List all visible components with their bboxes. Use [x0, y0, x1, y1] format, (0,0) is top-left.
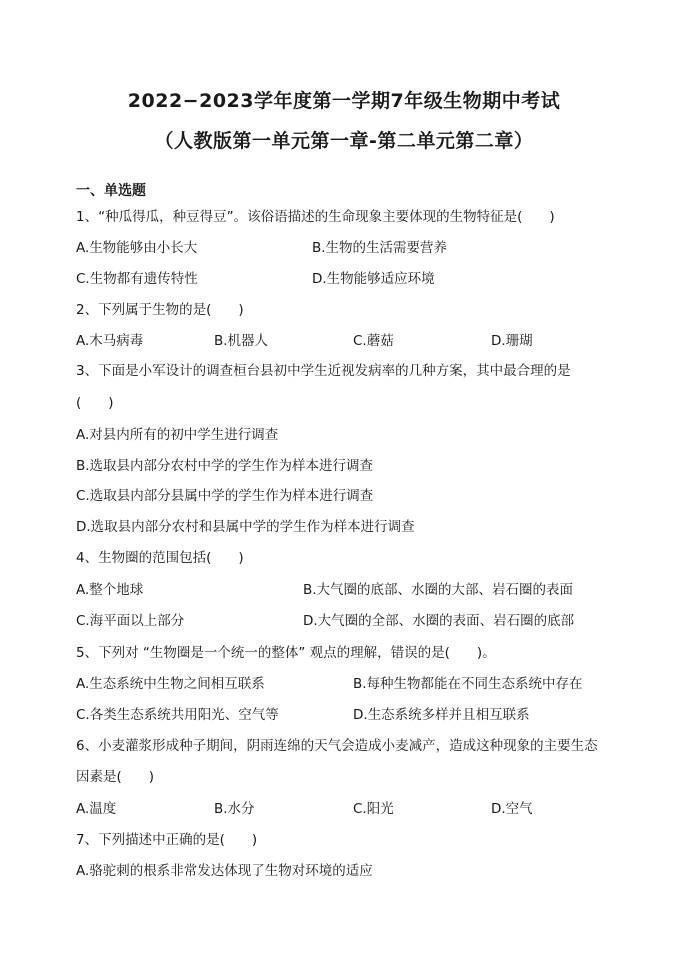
- question-6-stem: 6、小麦灌浆形成种子期间，阴雨连绵的天气会造成小麦减产，造成这种现象的主要生态: [76, 738, 598, 754]
- question-4-option-b[interactable]: B.大气圈的底部、水圈的大部、岩石圈的表面: [303, 582, 574, 598]
- exam-title: 2022−2023学年度第一学期7年级生物期中考试: [127, 90, 561, 112]
- question-6-option-a[interactable]: A.温度: [76, 801, 117, 817]
- question-5-option-d[interactable]: D.生态系统多样并且相互联系: [353, 707, 530, 723]
- question-3-option-b[interactable]: B.选取县内部分农村中学的学生作为样本进行调查: [76, 458, 374, 474]
- section-heading: 一、单选题: [76, 183, 146, 199]
- question-2-option-d[interactable]: D.珊瑚: [491, 333, 533, 349]
- question-4-option-c[interactable]: C.海平面以上部分: [76, 613, 185, 629]
- question-3-option-a[interactable]: A.对县内所有的初中学生进行调查: [76, 427, 279, 443]
- question-2-option-b[interactable]: B.机器人: [214, 333, 269, 349]
- question-6-option-d[interactable]: D.空气: [491, 801, 533, 817]
- question-2-option-a[interactable]: A.木马病毒: [76, 333, 144, 349]
- question-7-stem: 7、下列描述中正确的是( ): [76, 832, 258, 848]
- question-5-option-b[interactable]: B.每种生物都能在不同生态系统中存在: [353, 676, 583, 692]
- question-2-stem: 2、下列属于生物的是( ): [76, 302, 244, 318]
- question-1-option-b[interactable]: B.生物的生活需要营养: [312, 240, 448, 256]
- question-3-stem-cont: ( ): [76, 395, 114, 411]
- question-6-stem-cont: 因素是( ): [76, 769, 155, 785]
- question-3-stem: 3、下面是小军设计的调查桓台县初中学生近视发病率的几种方案，其中最合理的是: [76, 363, 571, 379]
- question-3-option-c[interactable]: C.选取县内部分县属中学的学生作为样本进行调查: [76, 488, 374, 504]
- question-5-option-a[interactable]: A.生态系统中生物之间相互联系: [76, 676, 265, 692]
- question-5-stem: 5、下列对 “生物圈是一个统一的整体” 观点的理解，错误的是( )。: [76, 645, 496, 661]
- question-6-option-b[interactable]: B.水分: [214, 801, 255, 817]
- question-3-option-d[interactable]: D.选取县内部分农村和县属中学的学生作为样本进行调查: [76, 519, 415, 535]
- question-5-option-c[interactable]: C.各类生态系统共用阳光、空气等: [76, 707, 279, 723]
- question-2-option-c[interactable]: C.蘑菇: [353, 333, 394, 349]
- exam-subtitle: （人教版第一单元第一章-第二单元第二章）: [154, 130, 534, 152]
- question-4-option-d[interactable]: D.大气圈的全部、水圈的表面、岩石圈的底部: [303, 613, 575, 629]
- question-4-option-a[interactable]: A.整个地球: [76, 582, 144, 598]
- question-1-option-a[interactable]: A.生物能够由小长大: [76, 240, 198, 256]
- question-1-option-c[interactable]: C.生物都有遗传特性: [76, 271, 198, 287]
- question-1-stem: 1、“种瓜得瓜，种豆得豆”。该俗语描述的生命现象主要体现的生物特征是( ): [76, 209, 555, 225]
- question-4-stem: 4、生物圈的范围包括( ): [76, 550, 244, 566]
- question-7-option-a[interactable]: A.骆驼刺的根系非常发达体现了生物对环境的适应: [76, 863, 373, 879]
- question-6-option-c[interactable]: C.阳光: [353, 801, 394, 817]
- question-1-option-d[interactable]: D.生物能够适应环境: [312, 271, 435, 287]
